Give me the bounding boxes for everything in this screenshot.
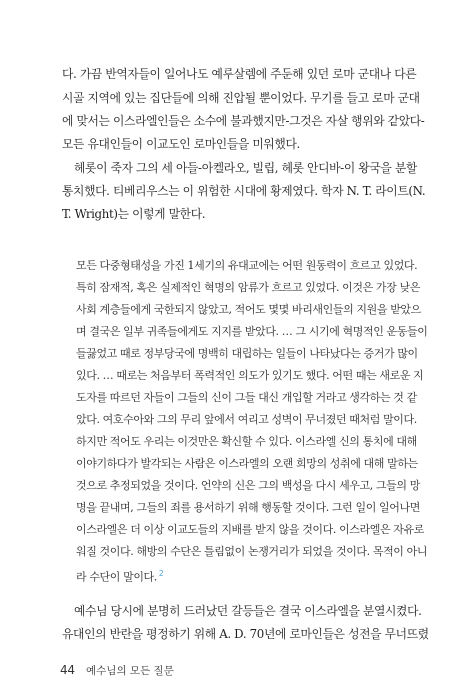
block-quote-line: 이스라엘은 더 이상 이교도들의 지배를 받지 않을 것이다. 이스라엘은 자유로	[76, 523, 424, 536]
block-quote-line: 도자를 따르던 자들이 그들의 신이 그들 대신 개입할 거라고 생각하는 것 같	[76, 391, 417, 404]
paragraph-3-line: 유대인의 반란을 평정하기 위해 A. D. 70년에 로마인들은 성전을 무너뜨렸	[62, 627, 429, 641]
block-quote-line: 특히 잠재적, 혹은 실제적인 혁명의 암류가 흐르고 있었다. 이것은 가장 낮은	[76, 281, 420, 294]
block-quote-line: 모든 다중형태성을 가진 1세기의 유대교에는 어떤 원동력이 흐르고 있었다.	[76, 259, 418, 272]
paragraph-2-line: T. Wright)는 이렇게 말한다.	[62, 207, 206, 221]
block-quote-line	[76, 566, 163, 586]
block-quote-line: 이야기하다가 발각되는 사람은 이스라엘의 오랜 희망의 성취에 대해 말하는	[76, 457, 418, 470]
block-quote-line: 며 결국은 일부 귀족들에게도 지지를 받았다. … 그 시기에 혁명적인 운동들이	[76, 325, 428, 338]
footnote-marker[interactable]: 2	[158, 569, 164, 578]
block-quote-line: 명을 끝내며, 그들의 죄를 용서하기 위해 행동할 것이다. 그런 일이 일어나면	[76, 501, 420, 514]
block-quote-line: 워질 것이다. 해방의 수단은 틀림없이 논쟁거리가 되었을 것이다. 목적이 아니	[76, 545, 428, 558]
block-quote-line: 사회 계층들에게 국한되지 않았고, 적어도 몇몇 바리새인들의 지원을 받았으	[76, 303, 421, 316]
block-quote-last-text: 라 수단이 말이다.	[76, 570, 157, 584]
block-quote-line: 것으로 추정되었을 것이다. 언약의 신은 그의 백성을 다시 세우고, 그들의 망	[76, 479, 420, 492]
block-quote-line: 았다. 여호수아와 그의 무리 앞에서 여리고 성벽이 무너졌던 때처럼 말이다.	[76, 413, 417, 426]
block-quote-line: 하지만 적어도 우리는 이것만은 확신할 수 있다. 이스라엘 신의 통치에 대해	[76, 435, 417, 448]
paragraph-2-line: 통치했다. 티베리우스는 이 위험한 시대에 황제였다. 학자 N. T. 라이트(N.	[62, 184, 426, 198]
page-number: 44	[60, 663, 75, 677]
page-footer	[60, 663, 174, 678]
paragraph-1-line: 다. 가끔 반역자들이 일어나도 예루살렘에 주둔해 있던 로마 군대나 다른	[62, 67, 417, 81]
block-quote-line: 들끓었고 때로 정부당국에 명백히 대립하는 일들이 나타났다는 증거가 많이	[76, 347, 418, 360]
paragraph-3-line: 예수님 당시에 분명히 드러났던 갈등들은 결국 이스라엘을 분열시켰다.	[74, 604, 422, 618]
running-book-title: 예수님의 모든 질문	[86, 665, 174, 677]
paragraph-2-line: 헤롯이 죽자 그의 세 아들-아켈라오, 빌립, 헤롯 안디바-이 왕국을 분할	[74, 161, 417, 175]
block-quote-line: 있다. … 때로는 처음부터 폭력적인 의도가 있기도 했다. 어떤 때는 새로운 지	[76, 369, 424, 382]
paragraph-1-line: 모든 유대인들이 이교도인 로마인들을 미워했다.	[62, 137, 300, 151]
paragraph-1-line: 시골 지역에 있는 집단들에 의해 진압될 뿐이었다. 무기를 들고 로마 군대	[62, 91, 420, 105]
paragraph-1-line: 에 맞서는 이스라엘인들은 소수에 불과했지만-그것은 자살 행위와 같았다-	[62, 114, 425, 128]
